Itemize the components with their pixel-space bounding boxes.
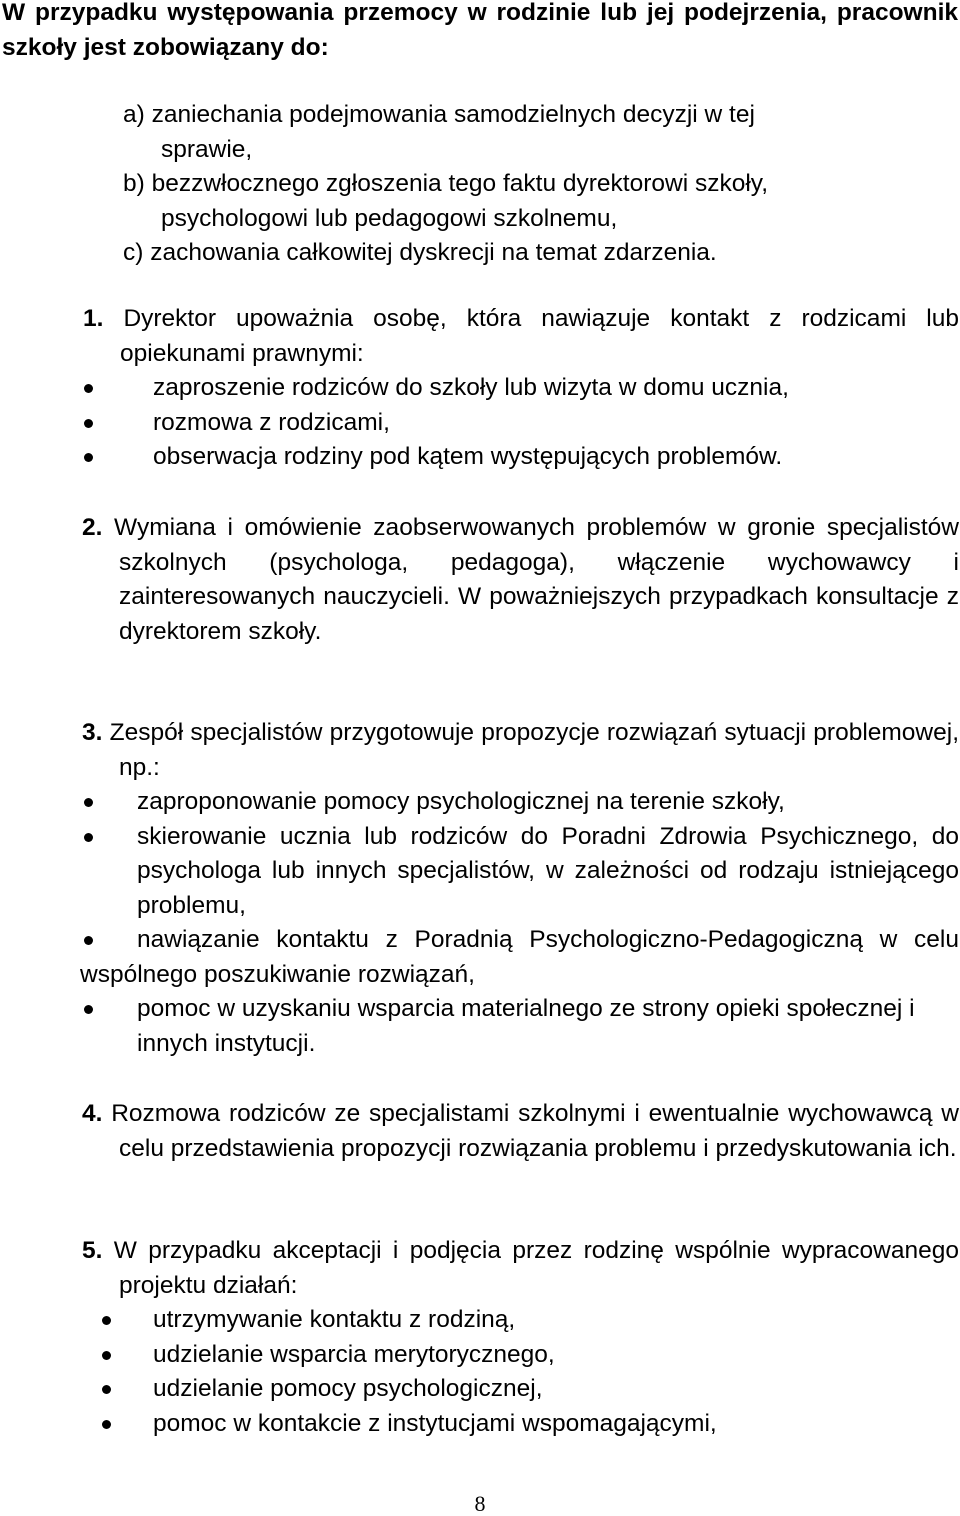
- bullet-text: pomoc w kontakcie z instytucjami wspomagającymi,: [153, 1409, 717, 1437]
- section-3-paragraph: [82, 716, 959, 785]
- list-item-b: [123, 167, 958, 236]
- section-5: [82, 1234, 959, 1441]
- bullet-item: [0, 1372, 959, 1407]
- bullet-icon: [84, 936, 93, 945]
- section-3-bullets: [0, 785, 959, 1061]
- list-item-text: b) bezzwłocznego zgłoszenia tego faktu dyrektorowi szkoły,: [123, 170, 769, 197]
- list-item-a: [123, 98, 958, 167]
- section-text: Dyrektor upoważnia osobę, która nawiązuje kontakt z rodzicami lub opiekunami prawnymi:: [120, 305, 959, 367]
- bullet-icon: [84, 833, 93, 842]
- alpha-list: [123, 98, 958, 271]
- document-heading: W przypadku występowania przemocy w rodzinie lub jej podejrzenia, pracownik szkoły jest zobowiązany do:: [2, 0, 958, 61]
- section-1-paragraph: [83, 302, 959, 371]
- bullet-text: skierowanie ucznia lub rodziców do Poradni Zdrowia Psychicznego, do psychologa lub innych specjalistów, w zależności od rodzaju istniejącego problemu,: [137, 822, 959, 919]
- section-2: [82, 511, 959, 649]
- bullet-item: [0, 820, 959, 924]
- bullet-item: [0, 1407, 959, 1442]
- section-1-bullets: [0, 371, 959, 475]
- list-item-c: [123, 236, 958, 271]
- bullet-text: pomoc w uzyskaniu wsparcia materialnego ze strony opieki społecznej i innych instytucji.: [137, 995, 915, 1057]
- bullet-icon: [102, 1385, 111, 1394]
- section-4: [82, 1097, 959, 1166]
- bullet-text: obserwacja rodziny pod kątem występujących problemów.: [153, 443, 783, 470]
- bullet-item: [0, 992, 959, 1061]
- section-number: 5.: [82, 1237, 103, 1264]
- section-1: [83, 302, 959, 475]
- section-text: Rozmowa rodziców ze specjalistami szkolnymi i ewentualnie wychowawcą w celu przedstawienia propozycji rozwiązania problemu i przedyskutowania ich.: [111, 1100, 960, 1162]
- bullet-icon: [102, 1420, 111, 1429]
- bullet-text: udzielanie wsparcia merytorycznego,: [153, 1340, 555, 1368]
- bullet-icon: [84, 453, 93, 462]
- bullet-text: zaproszenie rodziców do szkoły lub wizyta w domu ucznia,: [153, 374, 789, 401]
- bullet-item: [0, 785, 959, 820]
- section-3: [82, 716, 959, 1061]
- bullet-text: zaproponowanie pomocy psychologicznej na terenie szkoły,: [137, 788, 785, 815]
- bullet-text: utrzymywanie kontaktu z rodziną,: [153, 1306, 516, 1333]
- bullet-icon: [84, 1005, 93, 1014]
- bullet-item: [0, 371, 959, 406]
- list-item-continuation: sprawie,: [161, 135, 253, 163]
- section-text: W przypadku akceptacji i podjęcia przez rodzinę wspólnie wypracowanego projektu działań:: [113, 1237, 959, 1299]
- bullet-item: [0, 923, 959, 992]
- section-5-bullets: [0, 1303, 959, 1441]
- bullet-icon: [84, 798, 93, 807]
- bullet-icon: [84, 384, 93, 393]
- bullet-text: udzielanie pomocy psychologicznej,: [153, 1375, 543, 1402]
- bullet-item: [0, 1338, 959, 1373]
- bullet-item: [0, 406, 959, 441]
- bullet-text: nawiązanie kontaktu z Poradnią Psychologiczno-Pedagogiczną w celu wspólnego poszukiwanie rozwiązań,: [80, 926, 959, 988]
- list-item-text: a) zaniechania podejmowania samodzielnych decyzji w tej: [123, 101, 755, 128]
- bullet-item: [0, 1303, 959, 1338]
- bullet-icon: [84, 419, 93, 428]
- bullet-icon: [102, 1316, 111, 1325]
- section-2-paragraph: [82, 511, 959, 649]
- section-number: 2.: [82, 514, 103, 541]
- section-number: 1.: [83, 305, 104, 332]
- list-item-text: c) zachowania całkowitej dyskrecji na temat zdarzenia.: [123, 239, 717, 266]
- bullet-item: [0, 440, 959, 475]
- section-number: 3.: [82, 719, 103, 746]
- page-number: 8: [474, 1491, 486, 1516]
- bullet-text: rozmowa z rodzicami,: [153, 408, 390, 436]
- section-text: Zespół specjalistów przygotowuje propozycje rozwiązań sytuacji problemowej, np.:: [109, 719, 959, 781]
- list-item-continuation: psychologowi lub pedagogowi szkolnemu,: [161, 204, 618, 232]
- section-4-paragraph: [82, 1097, 959, 1166]
- section-text: Wymiana i omówienie zaobserwowanych problemów w gronie specjalistów szkolnych (psychologa, pedagoga), włączenie wychowawcy i zainteresowanych nauczycieli. W poważniejszych przypadkach konsultacje z dyrektorem szkoły.: [114, 514, 959, 645]
- section-number: 4.: [82, 1100, 103, 1127]
- bullet-icon: [102, 1351, 111, 1360]
- section-5-paragraph: [82, 1234, 959, 1303]
